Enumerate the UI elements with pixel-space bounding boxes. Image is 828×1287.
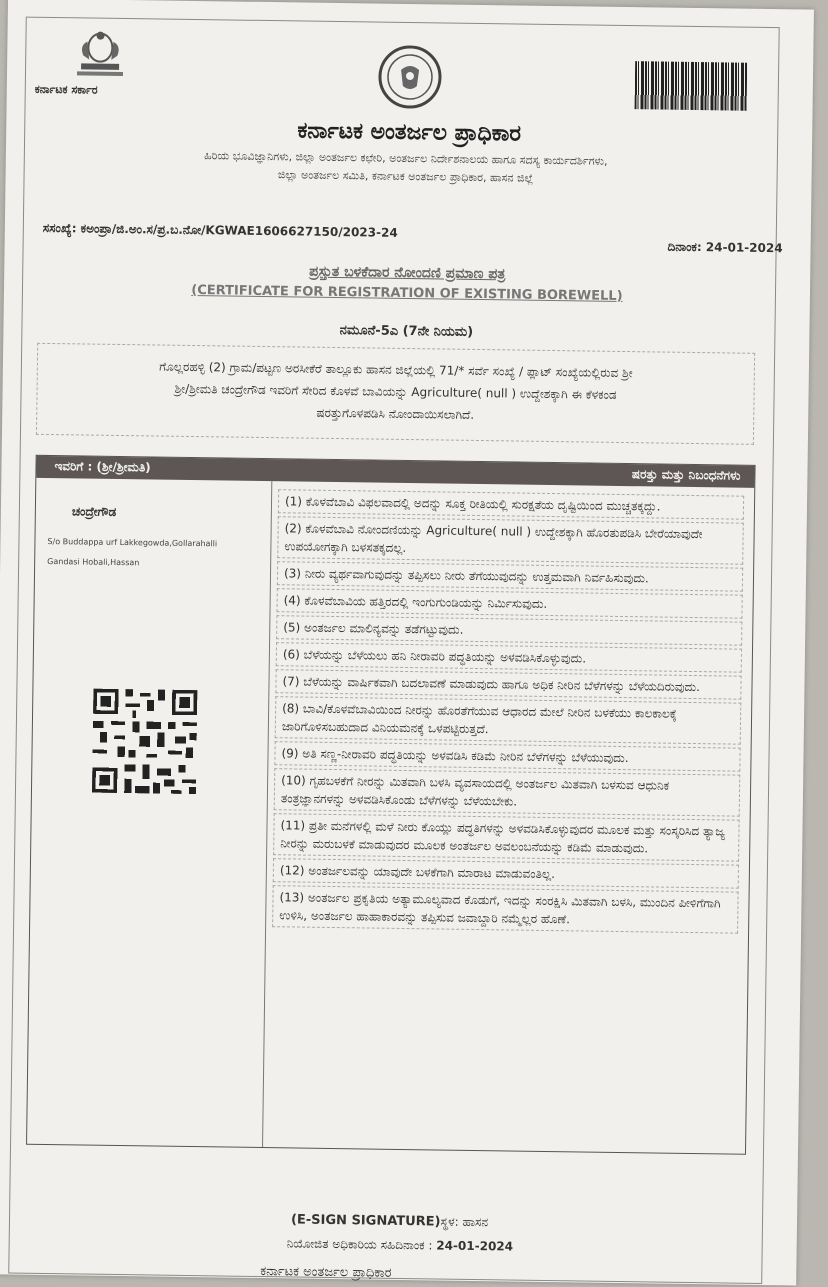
condition-item: (9) ಅತಿ ಸಣ್ಣ-ನೀರಾವರಿ ಪದ್ಧತಿಯನ್ನು ಅಳವಡಿಸಿ ಕಡಿಮೆ ನೀರಿನ ಬೆಳೆಗಳನ್ನು ಬೆಳೆಯುವುದು.	[274, 741, 740, 772]
condition-item: (3) ನೀರು ವ್ಯರ್ಥವಾಗುವುದನ್ನು ತಪ್ಪಿಸಲು ನೀರು ತೆಗೆಯುವುದನ್ನು ಉತ್ತಮವಾಗಿ ನಿರ್ವಹಿಸುವುದು.	[277, 561, 743, 592]
condition-item: (11) ಪ್ರತೀ ಮನೆಗಳಲ್ಲಿ ಮಳೆ ನೀರು ಕೊಯ್ಲು ಪದ್ಧತಿಗಳನ್ನು ಅಳವಡಿಸಿಕೊಳ್ಳುವುದರ ಮೂಲಕ ಮತ್ತು ಸಂಸ್ಕರಿಸಿದ ತ್ಯಾಜ್ಯ ನೀರನ್ನು ಮರುಬಳಕೆ ಮಾಡುವುದರ ಮೂಲಕ ಅಂತರ್ಜಲ ಅವಲಂಬನೆಯನ್ನು ಕಡಿಮೆ ಮಾಡುವುದು.	[273, 813, 740, 862]
owner-name: ಚಂದ್ರೇಗೌಡ	[71, 504, 117, 519]
address-line: Gandasi Hobali,Hassan	[47, 556, 140, 568]
barcode-icon	[635, 61, 748, 111]
signature-date: 24-01-2024	[436, 1238, 514, 1254]
conditions-list	[272, 489, 744, 936]
reference-number: ಸಸಂಖ್ಯೆ: ಕಅಂಪ್ರಾ/ಜಿ.ಅಂ.ಸ/ಪ್ರ.ಬ.ನೋ/KGWAE1606627150/2023-24	[42, 220, 398, 240]
esign-label: (E-SIGN SIGNATURE)	[290, 1212, 441, 1230]
issue-date: ದಿನಾಂಕ: 24-01-2024	[667, 239, 783, 256]
statement-line: ಷರತ್ತುಗೊಳಪಡಿಸಿ ನೋಂದಾಯಿಸಲಾಗಿದೆ.	[316, 405, 475, 422]
authority-seal-icon	[377, 44, 444, 111]
conditions-header: ಷರತ್ತು ಮತ್ತು ನಿಬಂಧನೆಗಳು	[631, 467, 741, 483]
place-label: ಸ್ಥಳ: ಹಾಸನ	[440, 1214, 489, 1230]
address-line: S/o Buddappa urf Lakkegowda,Gollarahalli	[47, 536, 218, 549]
condition-item: (2) ಕೊಳವೆಬಾವಿ ನೋಂದಣಿಯನ್ನು Agriculture( null ) ಉದ್ದೇಶಕ್ಕಾಗಿ ಹೊರತುಪಡಿಸಿ ಬೇರೆಯಾವುದೇ ಉಪಯೋಗಕ್ಕಾಗಿ ಬಳಸತಕ್ಕದಲ್ಲ.	[277, 516, 744, 565]
condition-item: (13) ಅಂತರ್ಜಲ ಪ್ರಕೃತಿಯ ಅತ್ಯಾಮೂಲ್ಯವಾದ ಕೊಡುಗೆ, ಇದನ್ನು ಸಂರಕ್ಷಿಸಿ ಮಿತವಾಗಿ ಬಳಸಿ, ಮುಂದಿನ ಪೀಳಿಗೆಗಾಗಿ ಉಳಿಸಿ, ಅಂತರ್ಜಲ ಹಾಹಾಕಾರವನ್ನು ತಪ್ಪಿಸುವ ಜವಾಬ್ದಾರಿ ನಮ್ಮೆಲ್ಲರ ಹೊಣೆ.	[272, 885, 739, 934]
subtitle-line: ಜಿಲ್ಲಾ ಅಂತರ್ಜಲ ಸಮಿತಿ, ಕರ್ನಾಟಕ ಅಂತರ್ಜಲ ಪ್ರಾಧಿಕಾರ, ಹಾಸನ ಜಿಲ್ಲೆ	[277, 168, 534, 185]
authority-title: ಕರ್ನಾಟಕ ಅಂತರ್ಜಲ ಪ್ರಾಧಿಕಾರ	[297, 118, 522, 147]
certificate-title-kannada: ಪ್ರಸ್ತುತ ಬಳಕೆದಾರ ನೋಂದಣಿ ಪ್ರಮಾಣ ಪತ್ರ	[309, 263, 506, 283]
subtitle-line: ಹಿರಿಯ ಭೂವಿಜ್ಞಾನಿಗಳು, ಜಿಲ್ಲಾ ಅಂತರ್ಜಲ ಕಛೇರಿ, ಅಂತರ್ಜಲ ನಿರ್ದೇಶನಾಲಯ ಹಾಗೂ ಸದಸ್ಯ ಕಾರ್ಯದರ್ಶಿಗಳು,	[204, 149, 608, 168]
qr-code-icon	[92, 689, 197, 794]
officer-label: ನಿಯೋಜಿತ ಅಧಿಕಾರಿಯ ಸಹಿದಿನಾಂಕ :	[286, 1236, 437, 1253]
condition-item: (8) ಬಾವಿ/ಕೊಳವೆಬಾವಿಯಿಂದ ನೀರನ್ನು ಹೊರತೆಗೆಯುವ ಆಧಾರದ ಮೇಲೆ ನೀರಿನ ಬಳಕೆಯು ಕಾಲಕಾಲಕ್ಕೆ ಜಾರಿಗೊಳಿಸಬಹುದಾದ ವಿನಿಯಮನಕ್ಕೆ ಒಳಪಟ್ಟಿರುತ್ತದೆ.	[275, 696, 742, 745]
conditions-table	[26, 455, 756, 1155]
condition-item: (7) ಬೆಳೆಯನ್ನು ವಾರ್ಷಿಕವಾಗಿ ಬದಲಾವಣೆ ಮಾಡುವುದು ಹಾಗೂ ಅಧಿಕ ನೀರಿನ ಬೆಳೆಗಳನ್ನು ಬೆಳೆಯದಿರುವುದು.	[275, 669, 741, 700]
condition-item: (12) ಅಂತರ್ಜಲವನ್ನು ಯಾವುದೇ ಬಳಕೆಗಾಗಿ ಮಾರಾಟ ಮಾಡುವಂತಿಲ್ಲ.	[273, 858, 739, 889]
certificate-title-english: (CERTIFICATE FOR REGISTRATION OF EXISTING BOREWELL)	[191, 282, 623, 304]
state-emblem-icon	[69, 25, 132, 82]
condition-item: (1) ಕೊಳವೆಬಾವಿ ವಿಫಲವಾದಲ್ಲಿ ಅದನ್ನು ಸೂಕ್ತ ರೀತಿಯಲ್ಲಿ ಸುರಕ್ಷತೆಯ ದೃಷ್ಟಿಯಿಂದ ಮುಚ್ಚತಕ್ಕದ್ದು.	[278, 489, 744, 520]
condition-item: (5) ಅಂತರ್ಜಲ ಮಾಲಿನ್ಯವನ್ನು ತಡೆಗಟ್ಟುವುದು.	[276, 615, 742, 646]
condition-item: (4) ಕೊಳವೆಬಾವಿಯ ಹತ್ತಿರದಲ್ಲಿ ಇಂಗುಗುಂಡಿಯನ್ನು ನಿರ್ಮಿಸುವುದು.	[276, 588, 742, 619]
condition-item: (6) ಬೆಳೆಯನ್ನು ಬೆಳೆಯಲು ಹನಿ ನೀರಾವರಿ ಪದ್ಧತಿಯನ್ನು ಅಳವಡಿಸಿಕೊಳ್ಳುವುದು.	[276, 642, 742, 673]
condition-item: (10) ಗೃಹಬಳಕೆಗೆ ನೀರನ್ನು ಮಿತವಾಗಿ ಬಳಸಿ ವ್ಯವಸಾಯದಲ್ಲಿ ಅಂತರ್ಜಲ ಮಿತವಾಗಿ ಬಳಸುವ ಆಧುನಿಕ ತಂತ್ರಜ್ಞಾನಗಳನ್ನು ಅಳವಡಿಸಿಕೊಂಡು ಬೆಳೆಗಳನ್ನು ಬೆಳೆಯಬೇಕು.	[274, 768, 741, 817]
esign-block	[291, 1212, 488, 1230]
column-divider	[262, 481, 272, 1147]
issuing-authority: ಕರ್ನಾಟಕ ಅಂತರ್ಜಲ ಪ್ರಾಧಿಕಾರ	[260, 1264, 392, 1281]
statement-line: ಗೊಲ್ಲರಹಳ್ಳಿ (2) ಗ್ರಾಮ/ಪಟ್ಟಣ ಅರಸೀಕೆರೆ ತಾಲ್ಲೂಕು ಹಾಸನ ಜಿಲ್ಲೆಯಲ್ಲಿ 71/* ಸರ್ವೆ ಸಂಖ್ಯೆ / ಪ್ಲಾಟ್ ಸಂಖ್ಯೆಯಲ್ಲಿರುವ ಶ್ರೀ	[159, 359, 633, 381]
statement-line: ಶ್ರೀ/ಶ್ರೀಮತಿ ಚಂದ್ರೇಗೌಡ ಇವರಿಗೆ ಸೇರಿದ ಕೊಳವೆ ಬಾವಿಯನ್ನು Agriculture( null ) ಉದ್ದೇಶಕ್ಕಾಗಿ ಈ ಕೆಳಕಂಡ	[174, 381, 617, 402]
government-label: ಕರ್ನಾಟಕ ಸರ್ಕಾರ	[34, 82, 98, 97]
registration-statement	[36, 343, 755, 445]
owner-address	[47, 532, 258, 575]
officer-signature-date	[287, 1236, 514, 1254]
recipient-header: ಇವರಿಗೆ : (ಶ್ರೀ/ಶ್ರೀಮತಿ)	[54, 459, 151, 475]
form-number: ನಮೂನೆ-5ಎ (7ನೇ ನಿಯಮ)	[339, 323, 474, 340]
